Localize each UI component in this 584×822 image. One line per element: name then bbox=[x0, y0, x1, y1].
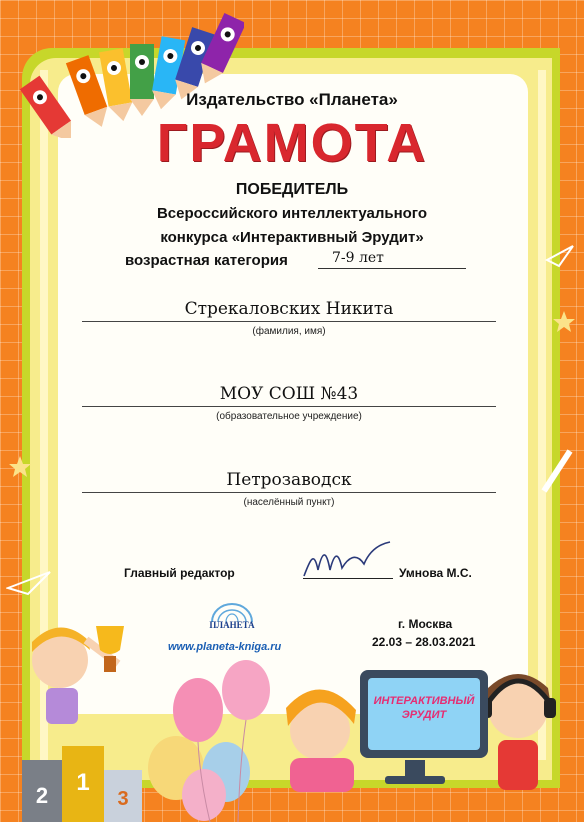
star-icon-left bbox=[8, 455, 32, 479]
monitor-caption-line-1: ИНТЕРАКТИВНЫЙ bbox=[373, 695, 475, 707]
award-label: ПОБЕДИТЕЛЬ bbox=[235, 181, 349, 198]
pencil-icon bbox=[540, 445, 574, 495]
signature-line bbox=[303, 578, 393, 579]
editor-name: Умнова М.С. bbox=[399, 566, 472, 580]
logo-text: ПЛАНЕТА bbox=[209, 620, 255, 630]
podium-first: 1 bbox=[76, 769, 90, 796]
website-link[interactable]: www.planeta-kniga.ru bbox=[168, 641, 282, 653]
category-value: 7-9 лет bbox=[318, 250, 466, 269]
category-label: возрастная категория bbox=[125, 252, 288, 269]
editor-label: Главный редактор bbox=[124, 566, 235, 580]
monitor-caption bbox=[368, 694, 480, 722]
paper-plane-icon-left bbox=[6, 568, 52, 596]
contest-line-2: конкурса «Интерактивный Эрудит» bbox=[160, 229, 424, 246]
certificate-title: ГРАМОТА bbox=[156, 113, 428, 173]
signature bbox=[300, 540, 395, 582]
contest-line-1: Всероссийского интеллектуального bbox=[156, 205, 428, 222]
podium-second: 2 bbox=[35, 783, 49, 808]
publisher-name: Издательство «Планета» bbox=[186, 90, 398, 109]
podium-third: 3 bbox=[117, 788, 129, 810]
dates: 22.03 – 28.03.2021 bbox=[372, 635, 476, 649]
star-icon bbox=[552, 310, 576, 334]
place: г. Москва bbox=[398, 617, 453, 631]
bottom-illustration bbox=[0, 600, 584, 822]
monitor-caption-line-2: ЭРУДИТ bbox=[401, 709, 447, 721]
name-field: Стрекаловских Никита bbox=[82, 299, 496, 322]
city-hint: (населённый пункт) bbox=[243, 497, 335, 508]
school-hint: (образовательное учреждение) bbox=[216, 411, 362, 422]
city-field: Петрозаводск bbox=[82, 470, 496, 493]
name-hint: (фамилия, имя) bbox=[252, 326, 326, 337]
school-field: МОУ СОШ №43 bbox=[82, 384, 496, 407]
